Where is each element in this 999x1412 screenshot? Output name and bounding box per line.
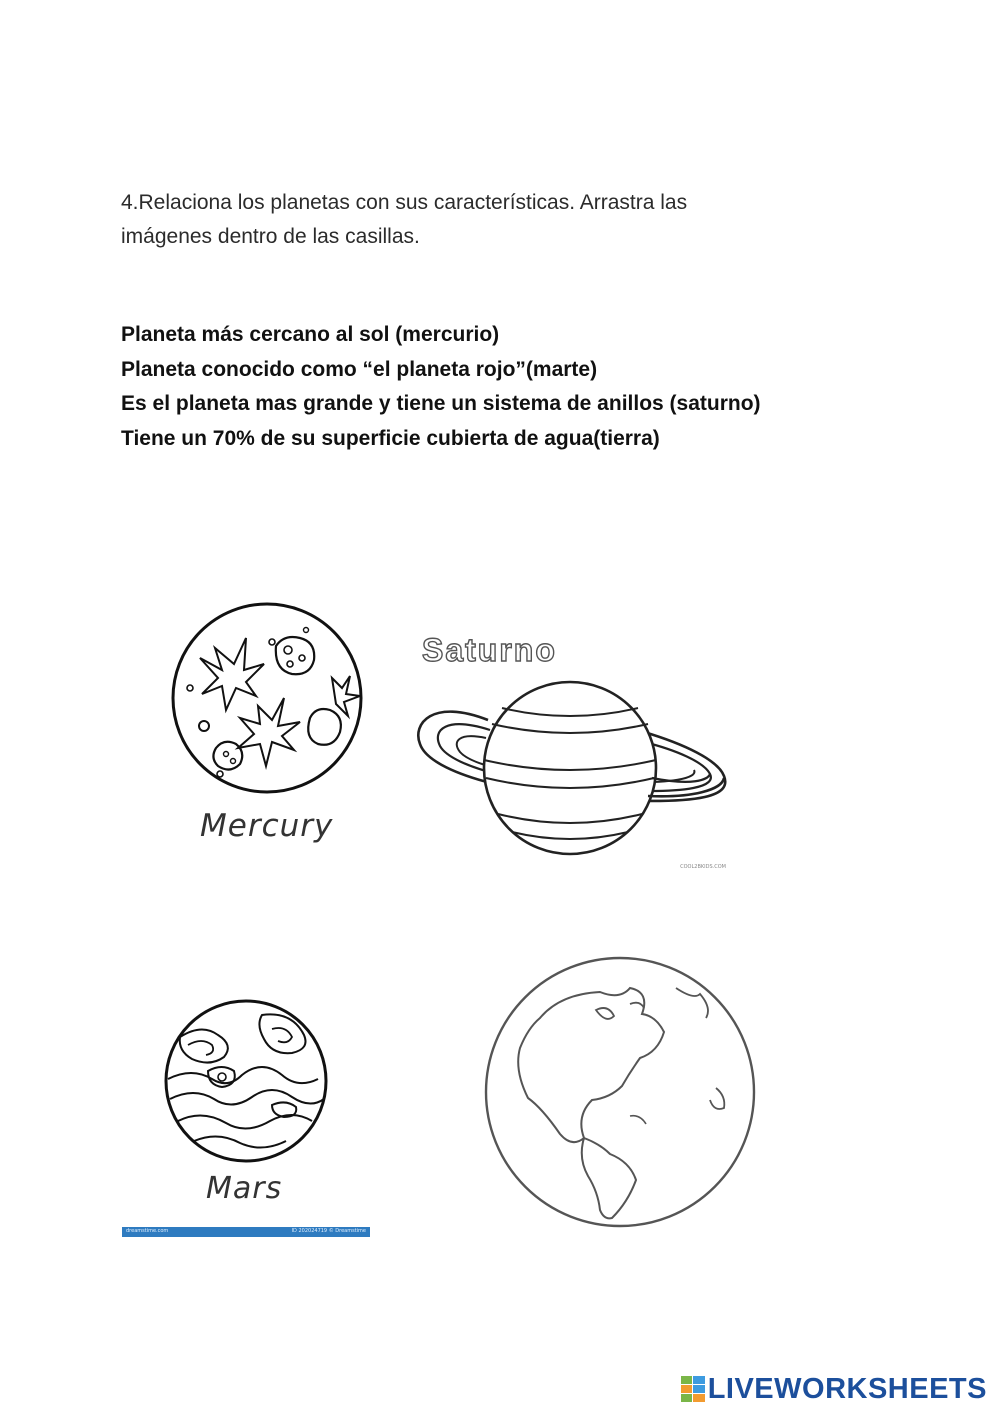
saturn-title: Saturno xyxy=(422,632,557,668)
liveworksheets-logo xyxy=(681,1372,987,1406)
instruction-line-2: imágenes dentro de las casillas. xyxy=(121,225,420,248)
saturn-credit: COOL2BKIDS.COM xyxy=(680,864,726,870)
mercury-label: Mercury xyxy=(200,808,334,844)
mars-footer-left: dreamstime.com xyxy=(126,1228,169,1234)
earth-icon xyxy=(480,948,760,1238)
logo-mark-icon xyxy=(681,1376,705,1402)
mercury-image-card[interactable] xyxy=(160,598,380,868)
brand-name: LIVEWORKSHEETS xyxy=(707,1372,987,1405)
statement-mercury: Planeta más cercano al sol (mercurio) xyxy=(121,323,500,346)
statements-list xyxy=(121,318,921,456)
mars-image-card[interactable] xyxy=(122,975,370,1237)
mars-icon xyxy=(122,975,370,1175)
earth-image-card[interactable] xyxy=(480,948,760,1238)
instruction-line-1: 4.Relaciona los planetas con sus características. Arrastra las xyxy=(121,191,688,214)
instruction-text xyxy=(121,186,881,254)
statement-mars: Planeta conocido como “el planeta rojo”(marte) xyxy=(121,357,598,381)
statement-earth: Tiene un 70% de su superficie cubierta de agua(tierra) xyxy=(121,426,660,450)
mars-footer-right: ID 202024719 © Dreamstime xyxy=(291,1228,366,1234)
mercury-icon xyxy=(160,598,380,798)
mars-label: Mars xyxy=(206,1171,283,1206)
statement-saturn: Es el planeta mas grande y tiene un sistema de anillos (saturno) xyxy=(121,392,761,415)
mars-footer-bar xyxy=(122,1227,370,1237)
saturn-image-card[interactable] xyxy=(412,628,736,872)
